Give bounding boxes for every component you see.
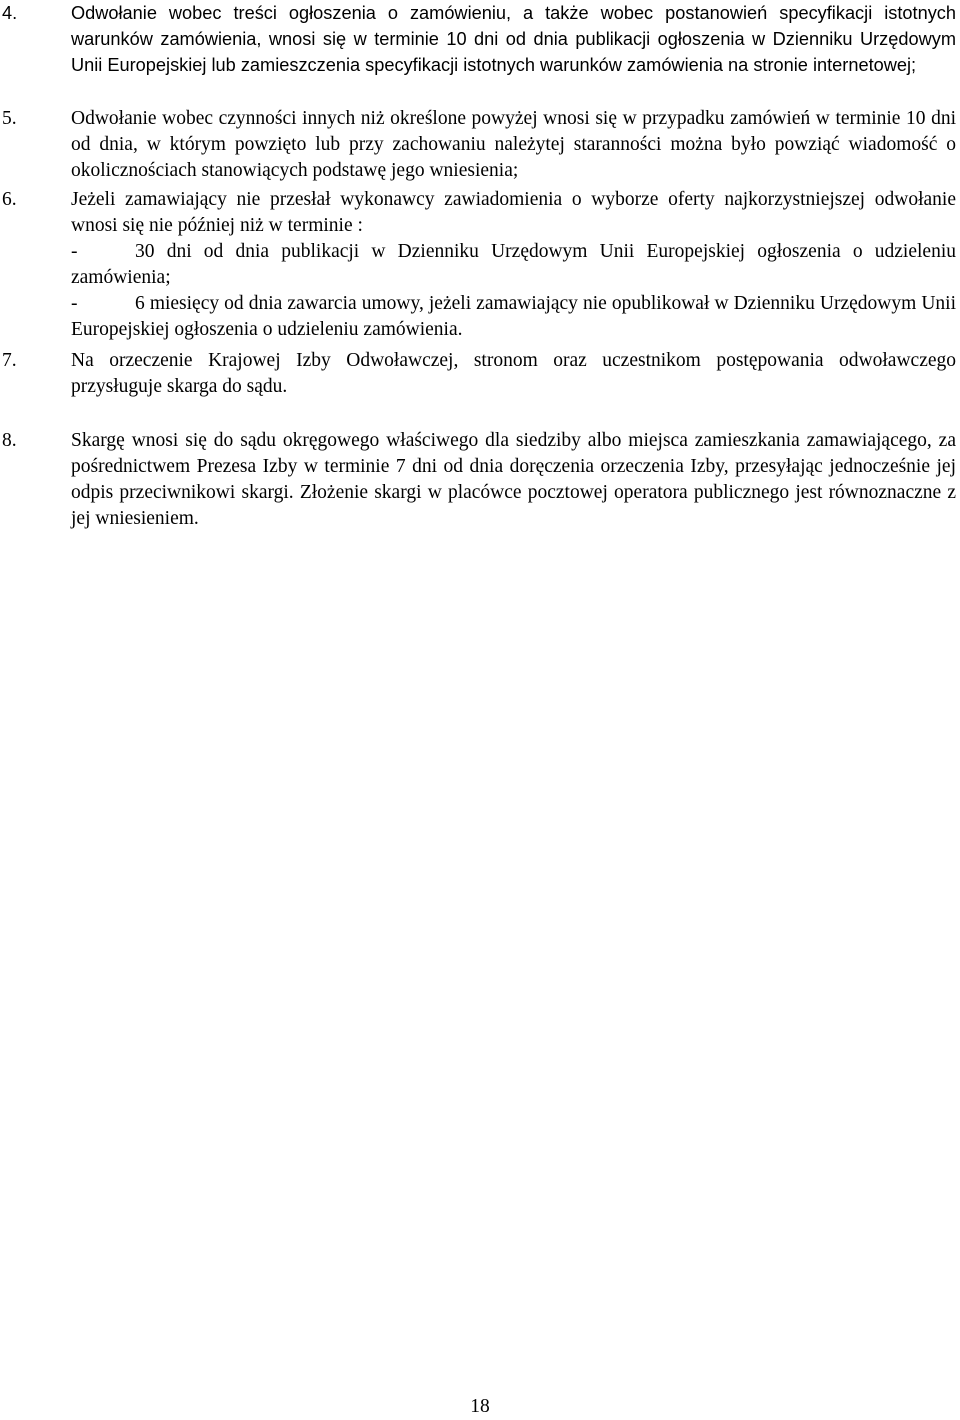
item-intro: Jeżeli zamawiający nie przesłał wykonawcy zawiadomienia o wyborze oferty najkorzystniejszej odwołanie wnosi się nie później niż w terminie : <box>71 189 956 236</box>
dash-list-item <box>71 291 956 343</box>
item-number: 7. <box>2 350 17 371</box>
item-text <box>71 187 956 343</box>
dash-list-item <box>71 239 956 291</box>
item-number: 6. <box>2 189 17 210</box>
item-number: 8. <box>2 430 17 451</box>
item-text: Skargę wnosi się do sądu okręgowego właściwego dla siedziby albo miejsca zamieszkania zamawiającego, za pośrednictwem Prezesa Izby w terminie 7 dni od dnia doręczenia orzeczenia Izby, przesyłając jednocześnie jej odpis przeciwnikowi skargi. Złożenie skargi w placówce pocztowej operatora publicznego jest równoznaczne z jej wniesieniem. <box>71 430 956 529</box>
dash-marker: - <box>71 241 78 262</box>
item-text: Na orzeczenie Krajowej Izby Odwoławczej, stronom oraz uczestnikom postępowania odwoławczego przysługuje skarga do sądu. <box>71 350 956 397</box>
item-number: 5. <box>2 108 17 129</box>
dash-item-text: 30 dni od dnia publikacji w Dzienniku Urzędowym Unii Europejskiej ogłoszenia o udzieleniu zamówienia; <box>71 241 956 288</box>
dash-marker: - <box>71 293 78 314</box>
dash-item-text: 6 miesięcy od dnia zawarcia umowy, jeżeli zamawiający nie opublikował w Dzienniku Urzędowym Unii Europejskiej ogłoszenia o udzieleniu zamówienia. <box>71 293 956 340</box>
page-number: 18 <box>470 1396 490 1417</box>
item-text: Odwołanie wobec treści ogłoszenia o zamówieniu, a także wobec postanowień specyfikacji istotnych warunków zamówienia, wnosi się w terminie 10 dni od dnia publikacji ogłoszenia w Dzienniku Urzędowym Unii Europejskiej lub zamieszczenia specyfikacji istotnych warunków zamówienia na stronie internetowej; <box>71 3 956 75</box>
item-number: 4. <box>2 3 18 23</box>
item-text: Odwołanie wobec czynności innych niż określone powyżej wnosi się w przypadku zamówień w terminie 10 dni od dnia, w którym powzięto lub przy zachowaniu należytej staranności można było powziąć wiadomość o okolicznościach stanowiących podstawę jego wniesienia; <box>71 108 956 181</box>
